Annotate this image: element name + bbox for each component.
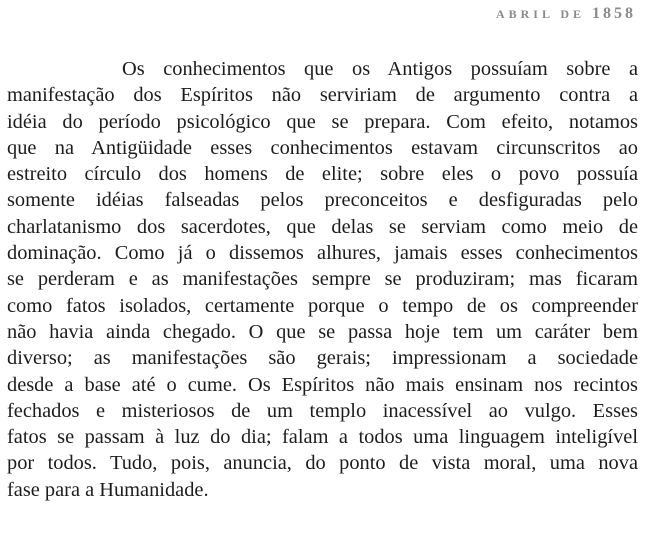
header-month-label: ABRIL DE [495,7,585,21]
paragraph-line: não havia ainda chegado. O que se passa hoje tem um caráter bem [7,320,638,343]
paragraph-line: por todos. Tudo, pois, anuncia, do ponto de vista moral, uma nova [7,452,638,475]
paragraph-line: estreito círculo dos homens de elite; sobre eles o povo possuía [7,163,638,186]
running-header [496,5,636,23]
header-year: 1858 [592,5,636,22]
paragraph-line: somente idéias falseadas pelos preconceitos e desfiguradas pelo [7,189,638,212]
paragraph-line: Os conhecimentos que os Antigos possuíam sobre a [122,58,638,80]
paragraph-line: fechados e misteriosos de um templo inacessível ao vulgo. Esses [7,399,638,422]
paragraph-line: fatos se passam à luz do dia; falam a todos uma linguagem inteligível [7,426,638,449]
paragraph-line: como fatos isolados, certamente porque o tempo de os compreender [7,294,638,317]
paragraph-line: se perderam e as manifestações sempre se produziram; mas ficaram [7,268,638,291]
paragraph-line: que na Antigüidade esses conhecimentos estavam circunscritos ao [7,136,638,159]
paragraph-line: fase para a Humanidade. [7,478,209,501]
paragraph-line: desde a base até o cume. Os Espíritos não mais ensinam nos recintos [7,373,638,396]
body-paragraph [7,56,638,503]
paragraph-line: diverso; as manifestações são gerais; impressionam a sociedade [7,347,638,370]
paragraph-line: dominação. Como já o dissemos alhures, jamais esses conhecimentos [7,242,638,265]
paragraph-line: manifestação dos Espíritos não serviriam de argumento contra a [7,84,638,107]
paragraph-line: idéia do período psicológico que se prepara. Com efeito, notamos [7,110,638,133]
paragraph-line: charlatanismo dos sacerdotes, que delas se serviam como meio de [7,215,638,238]
